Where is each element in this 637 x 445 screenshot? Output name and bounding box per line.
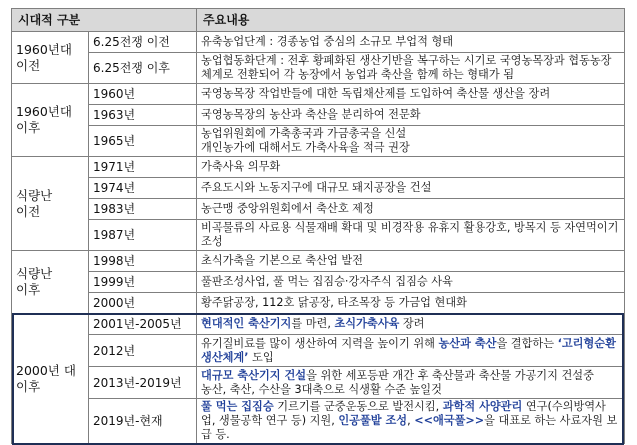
content-cell: 초식가축을 기본으로 축산업 발전	[197, 251, 625, 272]
highlight-text: ‘고리형순환생산체계’	[201, 336, 616, 364]
content-cell: 주요도시와 노동지구에 대규모 돼지공장을 건설	[197, 178, 625, 199]
content-cell	[197, 335, 625, 367]
table-row	[12, 126, 625, 157]
highlight-text: 농산과 축산	[438, 336, 497, 350]
year-cell: 1974년	[89, 178, 197, 199]
period-line: 2000년 대 이후	[16, 362, 76, 394]
plain-text: 농산, 축산, 수산을 3대축으로 식생활 수준 높일것	[201, 382, 442, 396]
plain-text: 유기질비료를 많이 생산하여 지력을 높이기 위해	[201, 336, 439, 350]
header-period: 시대적 구분	[12, 9, 197, 32]
plain-text: 도입	[248, 350, 274, 364]
table-row	[12, 251, 625, 272]
table-row	[12, 32, 625, 53]
content-cell: 가축사육 의무화	[197, 157, 625, 178]
year-cell: 1971년	[89, 157, 197, 178]
header-content: 주요내용	[197, 9, 625, 32]
period-line: 1960년대 이후	[16, 104, 72, 135]
period-cell	[12, 157, 89, 251]
livestock-history-table	[11, 8, 625, 444]
content-cell: 국영농목장 작업반들에 대한 독립채산제를 도입하여 축산물 생산을 장려	[197, 84, 625, 105]
period-cell	[12, 314, 89, 444]
period-line: 식량난 이전	[16, 187, 53, 219]
plain-text: 를 마련,	[291, 317, 335, 330]
year-cell: 1987년	[89, 220, 197, 251]
plain-text: 기르기를 군중운동으로 발전시킴,	[273, 400, 443, 413]
year-cell: 6.25전쟁 이전	[89, 32, 197, 53]
plain-text: 연구(수의방역사업, 생물공학 연구 등) 지원,	[201, 400, 606, 427]
period-cell	[12, 251, 89, 314]
highlight-text: 풀 먹는 집짐승	[201, 400, 274, 413]
highlight-text: <<애국풀>>	[414, 414, 485, 427]
content-cell	[197, 399, 625, 444]
period-line: 식량난 이후	[16, 266, 53, 297]
table-row	[12, 272, 625, 293]
year-cell: 1998년	[89, 251, 197, 272]
table-row	[12, 53, 625, 84]
period-cell	[12, 84, 89, 157]
plain-text: 장려	[399, 317, 425, 330]
content-cell: 유축농업단계 : 경종농업 중심의 소규모 부업적 형태	[197, 32, 625, 53]
plain-text: ,	[407, 414, 415, 427]
content-cell: 풀판조성사업, 풀 먹는 집짐승·강자주식 집짐승 사육	[197, 272, 625, 293]
year-cell: 1960년	[89, 84, 197, 105]
highlight-text: 대규모 축산기지 건설	[201, 368, 307, 382]
year-cell: 1983년	[89, 199, 197, 220]
year-cell: 1965년	[89, 126, 197, 157]
year-cell: 6.25전쟁 이후	[89, 53, 197, 84]
year-cell: 2001년-2005년	[89, 314, 197, 335]
content-cell: 농업위원회에 가축총국과 가금총국을 신설 개인농가에 대해서도 가축사육을 적극 권장	[197, 126, 625, 157]
table-row	[12, 157, 625, 178]
table-row	[12, 84, 625, 105]
content-cell: 국영농목장의 농산과 축산을 분리하여 전문화	[197, 105, 625, 126]
table-row	[12, 314, 625, 335]
table-row	[12, 220, 625, 251]
table-row	[12, 178, 625, 199]
year-cell: 2000년	[89, 293, 197, 314]
period-line: 1960년대 이전	[16, 41, 72, 73]
table-row	[12, 367, 625, 399]
table-header-row	[12, 9, 625, 32]
period-cell	[12, 32, 89, 84]
year-cell: 1963년	[89, 105, 197, 126]
table-row	[12, 293, 625, 314]
table-row	[12, 199, 625, 220]
highlight-text: 초식가축사육	[334, 317, 400, 330]
content-cell	[197, 314, 625, 335]
plain-text: 을 대표로 하는 사료자원 보급 등.	[201, 414, 618, 441]
content-cell: 농업협동화단계 : 전후 황폐화된 생산기반을 복구하는 시기로 국영농목장과 협동농장체계로 전환되어 각 농장에서 농업과 축산을 함께 하는 형태가 됨	[197, 53, 625, 84]
year-cell: 2019년-현재	[89, 399, 197, 444]
table-row	[12, 335, 625, 367]
plain-text: 을 위한 세포등판 개간 후 축산물과 축산물 가공기지 건설중	[306, 368, 594, 382]
year-cell: 1999년	[89, 272, 197, 293]
year-cell: 2013년-2019년	[89, 367, 197, 399]
highlight-text: 과학적 사양관리	[442, 400, 523, 413]
content-cell: 농근맹 중앙위원회에서 축산호 제정	[197, 199, 625, 220]
table-row	[12, 399, 625, 444]
highlight-text: 현대적인 축산기지	[201, 317, 292, 330]
content-cell: 황주닭공장, 112호 닭공장, 타조목장 등 가금업 현대화	[197, 293, 625, 314]
table-row	[12, 105, 625, 126]
plain-text: 을 결합하는	[496, 336, 558, 350]
content-cell	[197, 367, 625, 399]
content-cell: 비곡물류의 사료용 식물재배 확대 및 비경작용 유휴지 활용강호, 방목지 등 자연먹이기 조성	[197, 220, 625, 251]
year-cell: 2012년	[89, 335, 197, 367]
highlight-text: 인공풀밭 조성	[338, 414, 408, 427]
